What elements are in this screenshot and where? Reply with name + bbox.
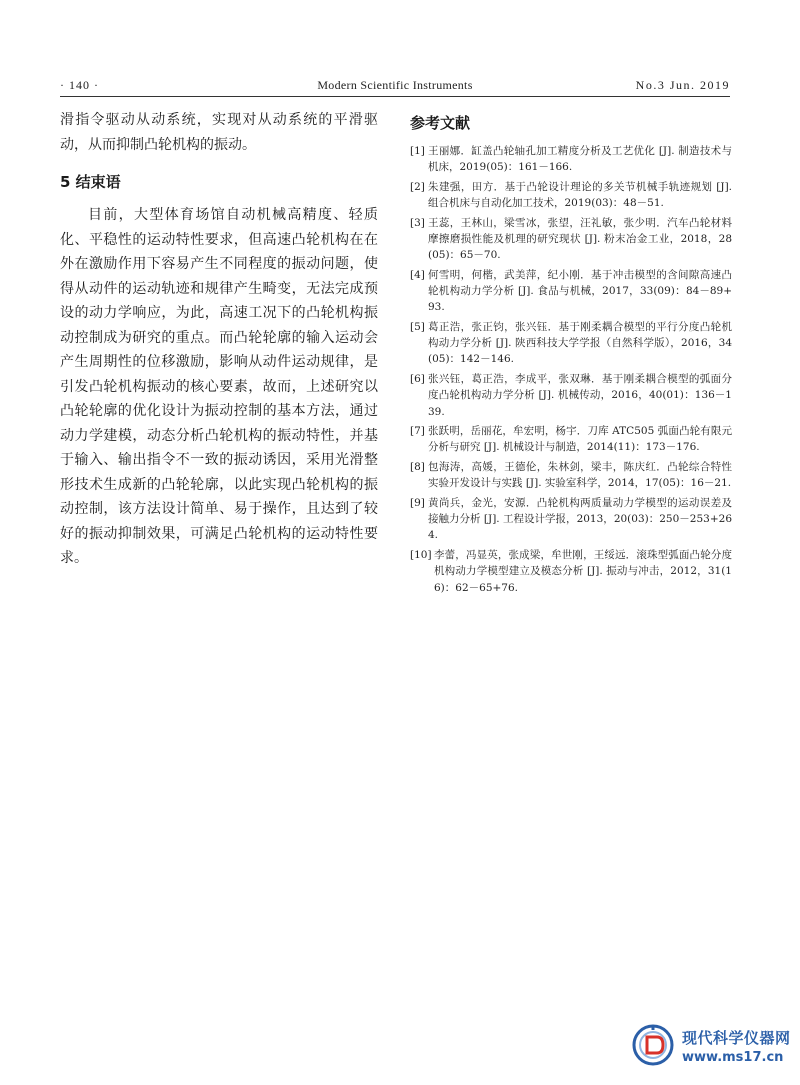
references-title: 参考文献 xyxy=(410,114,471,132)
reference-text: 张兴钰，葛正浩，李成平，张双琳．基于刚柔耦合模型的弧面分度凸轮机构动力学分析 [J]. 机械传动，2016，40(01)：136－139. xyxy=(428,373,732,418)
reference-text: 张跃明，岳丽花，牟宏明，杨宇．刀库 ATC505 弧面凸轮有限元分析与研究 [J]. 机械设计与制造，2014(11)：173－176. xyxy=(428,425,732,454)
running-header xyxy=(60,76,730,97)
issue-info: No.3 Jun. 2019 xyxy=(635,78,730,92)
section-title: 5 结束语 xyxy=(60,173,121,191)
site-url[interactable]: www.ms17.cn xyxy=(682,1050,784,1065)
reference-text: 黄尚兵，金光，安源．凸轮机构两质量动力学模型的运动误差及接触力分析 [J]. 工程设计学报，2013，20(03)：250－253+264. xyxy=(428,497,732,542)
reference-item xyxy=(410,215,732,264)
conclusion-paragraph: 目前，大型体育场馆自动机械高精度、轻质化、平稳性的运动特性要求，但高速凸轮机构在在外在激励作用下容易产生不同程度的振动问题，使得从动件的运动轨迹和规律产生畸变，无法完成预设的动力学响应，为此，高速工况下的凸轮机构振动控制成为研究的重点。而凸轮轮廓的输入运动会产生周期性的位移激励，影响从动件运动规律，是引发凸轮机构振动的核心要素，故而，上述研究以凸轮轮廓的优化设计为振动控制的基本方法，通过动力学建模，动态分析凸轮机构的振动特性，并基于输入、输出指令不一致的振动诱因，采用光滑整形技术生成新的凸轮轮廓，以此实现凸轮机构的振动控制，该方法设计简单、易于操作，且达到了较好的振动抑制效果，可满足凸轮机构的运动特性要求。 xyxy=(60,207,378,566)
reference-text: 李蕾，冯显英，张成梁，牟世刚，王绥远．滚珠型弧面凸轮分度机构动力学模型建立及模态分析 [J]. 振动与冲击，2012，31(16)：62－65+76. xyxy=(434,549,732,594)
reference-text: 王蕊，王林山，梁雪冰，张望，汪礼敏，张少明．汽车凸轮材料摩擦磨损性能及机理的研究现状 [J]. 粉末冶金工业，2018，28(05)：65－70. xyxy=(428,216,732,262)
site-name: 现代科学仪器网 xyxy=(682,1029,791,1047)
reference-text: 何雪明，何楷，武美萍，纪小刚．基于冲击模型的含间隙高速凸轮机构动力学分析 [J]. 食品与机械，2017，33(09)：84－89+93. xyxy=(428,268,732,314)
reference-item xyxy=(410,423,732,455)
reference-number: [8] xyxy=(410,461,425,474)
continuation-paragraph: 滑指令驱动从动系统，实现对从动系统的平滑驱动，从而抑制凸轮机构的振动。 xyxy=(60,112,378,153)
references-column xyxy=(410,112,732,599)
reference-text: 葛正浩，张正钧，张兴钰．基于刚柔耦合模型的平行分度凸轮机构动力学分析 [J]. 陕西科技大学学报（自然科学版），2016，34(05)：142－146. xyxy=(428,321,732,366)
reference-number: [3] xyxy=(410,216,425,229)
reference-number: [10] xyxy=(410,549,432,562)
reference-item xyxy=(410,459,732,491)
reference-number: [7] xyxy=(410,425,425,438)
page-number: · 140 · xyxy=(60,78,99,92)
reference-text: 朱建强，田方．基于凸轮设计理论的多关节机械手轨迹规划 [J]. 组合机床与自动化加工技术，2019(03)：48－51. xyxy=(428,180,732,210)
reference-number: [1] xyxy=(410,145,425,157)
reference-text: 王丽娜．缸盖凸轮轴孔加工精度分析及工艺优化 [J]. 制造技术与机床，2019(05)：161－166. xyxy=(428,145,732,174)
reference-number: [6] xyxy=(410,373,425,386)
reference-item xyxy=(410,319,732,368)
reference-item xyxy=(410,267,732,316)
reference-item xyxy=(410,371,732,420)
reference-number: [4] xyxy=(410,268,425,281)
reference-item xyxy=(410,547,732,596)
site-watermark xyxy=(630,1020,795,1075)
journal-name: Modern Scientific Instruments xyxy=(317,78,473,92)
reference-number: [5] xyxy=(410,321,425,334)
reference-number: [2] xyxy=(410,180,425,193)
reference-text: 包海涛，高媛，王德伦，朱林剑，梁丰，陈庆红．凸轮综合特性实验开发设计与实践 [J]. 实验室科学，2014，17(05)：16－21. xyxy=(428,461,732,490)
left-column xyxy=(60,108,378,571)
reference-item xyxy=(410,495,732,544)
site-logo-icon xyxy=(630,1022,676,1068)
reference-item xyxy=(410,179,732,211)
reference-item xyxy=(410,143,732,175)
reference-number: [9] xyxy=(410,497,425,510)
